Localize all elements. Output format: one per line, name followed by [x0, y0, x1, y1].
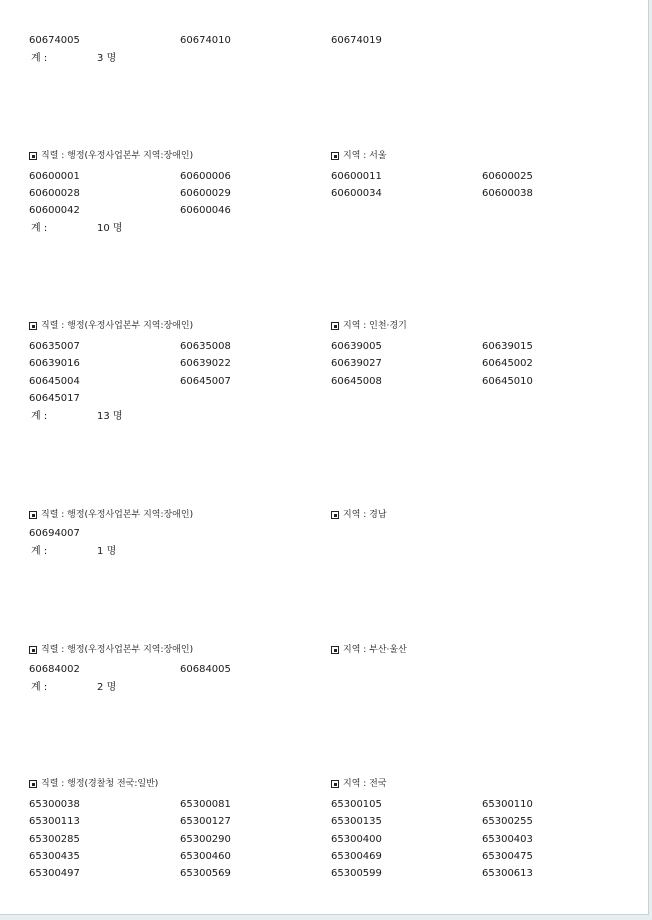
applicant-id: 65300497 [29, 868, 80, 879]
total-count: 13 명 [97, 411, 123, 422]
total-label: 계 : [31, 223, 48, 234]
applicant-id: 60635008 [180, 341, 231, 352]
total-row [31, 221, 123, 237]
region-header: 지역 : 서울 [331, 148, 387, 164]
square-bullet-icon [29, 646, 37, 654]
applicant-id: 60645017 [29, 393, 80, 404]
applicant-id: 60674005 [29, 35, 80, 46]
applicant-id: 65300469 [331, 851, 382, 862]
applicant-id: 65300255 [482, 816, 533, 827]
total-row [31, 544, 117, 560]
applicant-id: 60600025 [482, 171, 533, 182]
total-label: 계 : [31, 411, 48, 422]
applicant-id: 60600038 [482, 188, 533, 199]
square-bullet-icon [331, 322, 339, 330]
applicant-id: 60635007 [29, 341, 80, 352]
applicant-id: 65300569 [180, 868, 231, 879]
square-bullet-icon [331, 511, 339, 519]
applicant-id: 60645007 [180, 376, 231, 387]
applicant-id: 60684005 [180, 664, 231, 675]
applicant-id: 65300285 [29, 834, 80, 845]
applicant-id: 65300400 [331, 834, 382, 845]
applicant-id: 60645002 [482, 358, 533, 369]
square-bullet-icon [29, 322, 37, 330]
square-bullet-icon [331, 780, 339, 788]
square-bullet-icon [331, 646, 339, 654]
applicant-id: 60639005 [331, 341, 382, 352]
job-category-header: 직렬 : 행정(우정사업본부 지역:장애인) [29, 507, 193, 523]
square-bullet-icon [29, 511, 37, 519]
job-category-header: 직렬 : 행정(경찰청 전국:일반) [29, 776, 158, 792]
region-header: 지역 : 인천·경기 [331, 318, 407, 334]
job-category-header: 직렬 : 행정(우정사업본부 지역:장애인) [29, 318, 193, 334]
square-bullet-icon [29, 152, 37, 160]
applicant-id: 60600046 [180, 205, 231, 216]
job-category-header: 직렬 : 행정(우정사업본부 지역:장애인) [29, 148, 193, 164]
applicant-id: 65300403 [482, 834, 533, 845]
square-bullet-icon [29, 780, 37, 788]
applicant-id: 60639015 [482, 341, 533, 352]
total-row [31, 51, 117, 67]
applicant-id: 60600028 [29, 188, 80, 199]
applicant-id: 60600042 [29, 205, 80, 216]
applicant-id: 65300110 [482, 799, 533, 810]
applicant-id: 60645010 [482, 376, 533, 387]
applicant-id: 65300613 [482, 868, 533, 879]
applicant-id: 60645004 [29, 376, 80, 387]
applicant-id: 65300105 [331, 799, 382, 810]
applicant-id: 65300435 [29, 851, 80, 862]
applicant-id: 60639027 [331, 358, 382, 369]
job-category-header: 직렬 : 행정(우정사업본부 지역:장애인) [29, 642, 193, 658]
total-count: 3 명 [97, 53, 117, 64]
applicant-id: 60600029 [180, 188, 231, 199]
region-header: 지역 : 경남 [331, 507, 387, 523]
total-count: 10 명 [97, 223, 123, 234]
applicant-id: 65300038 [29, 799, 80, 810]
applicant-id: 65300460 [180, 851, 231, 862]
applicant-id: 60600011 [331, 171, 382, 182]
applicant-id: 60674010 [180, 35, 231, 46]
total-label: 계 : [31, 682, 48, 693]
applicant-id: 60674019 [331, 35, 382, 46]
applicant-id: 65300290 [180, 834, 231, 845]
applicant-id: 65300135 [331, 816, 382, 827]
applicant-id: 60600006 [180, 171, 231, 182]
total-row [31, 680, 117, 696]
applicant-id: 65300475 [482, 851, 533, 862]
applicant-id: 60684002 [29, 664, 80, 675]
total-label: 계 : [31, 53, 48, 64]
applicant-id: 60639022 [180, 358, 231, 369]
total-count: 2 명 [97, 682, 117, 693]
total-row [31, 409, 123, 425]
applicant-id: 65300081 [180, 799, 231, 810]
applicant-id: 60600034 [331, 188, 382, 199]
total-label: 계 : [31, 546, 48, 557]
applicant-id: 60600001 [29, 171, 80, 182]
square-bullet-icon [331, 152, 339, 160]
region-header: 지역 : 전국 [331, 776, 387, 792]
region-header: 지역 : 부산·울산 [331, 642, 407, 658]
applicant-id: 65300113 [29, 816, 80, 827]
applicant-id: 65300127 [180, 816, 231, 827]
applicant-id: 60639016 [29, 358, 80, 369]
applicant-id: 65300599 [331, 868, 382, 879]
total-count: 1 명 [97, 546, 117, 557]
applicant-id: 60694007 [29, 528, 80, 539]
applicant-id: 60645008 [331, 376, 382, 387]
